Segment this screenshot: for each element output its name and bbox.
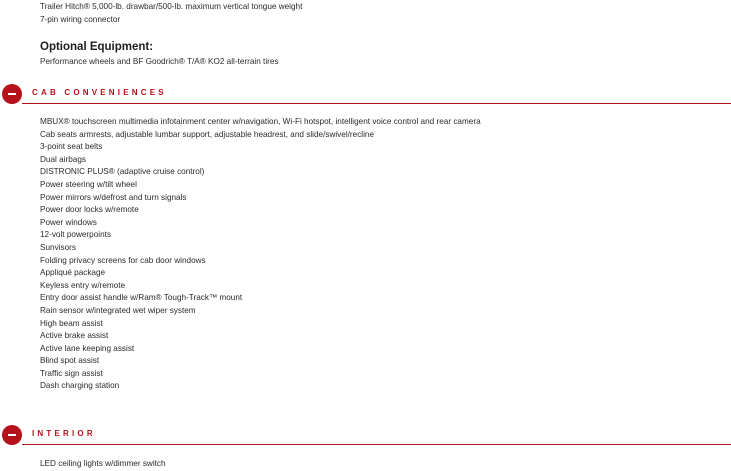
interior-header[interactable] [0,425,731,445]
section-divider [22,444,731,445]
list-item: Sunvisors [40,242,76,252]
list-item: DISTRONIC PLUS® (adaptive cruise control) [40,167,205,177]
list-item: 12-volt powerpoints [40,230,111,240]
list-item: Power mirrors w/defrost and turn signals [40,192,187,202]
list-item: Power steering w/tilt wheel [40,179,137,189]
list-item: Keyless entry w/remote [40,280,126,290]
list-item: Power door locks w/remote [40,205,139,215]
optional-equipment-title: Optional Equipment: [40,41,154,53]
list-item: Active lane keeping assist [40,343,135,353]
minus-circle-icon[interactable] [2,425,22,445]
minus-circle-icon[interactable] [2,84,22,104]
list-item: High beam assist [40,318,103,328]
cab-conveniences-list [40,116,481,393]
towing-hitch-line: Trailer Hitch® 5,000-lb. drawbar/500-lb. maximum vertical tongue weight [40,2,303,11]
list-item: Folding privacy screens for cab door windows [40,255,206,265]
list-item: Active brake assist [40,331,109,341]
list-item: Entry door assist handle w/Ram® Tough-Track™ mount [40,293,243,303]
list-item: Dual airbags [40,154,86,164]
list-item: MBUX® touchscreen multimedia infotainment center w/navigation, Wi-Fi hotspot, intelligent voice control and rear camera [40,117,481,126]
section-title-interior: INTERIOR [32,429,96,438]
towing-connector-line: 7-pin wiring connector [40,15,121,24]
section-title-cab-conveniences: CAB CONVENIENCES [32,88,167,97]
list-item: Rain sensor w/integrated wet wiper system [40,305,196,315]
list-item: Dash charging station [40,381,120,391]
list-item: Cab seats armrests, adjustable lumbar support, adjustable headrest, and slide/swivel/recline [40,129,375,139]
section-divider [22,103,731,104]
cab-conveniences-header[interactable] [0,84,731,104]
list-item: 3-point seat belts [40,142,103,152]
list-item: Blind spot assist [40,356,100,366]
optional-equipment-text: Performance wheels and BF Goodrich® T/A® KO2 all-terrain tires [40,57,279,66]
list-item: LED ceiling lights w/dimmer switch [40,459,166,468]
list-item: Appliqué package [40,268,106,278]
list-item: Power windows [40,217,97,227]
list-item: Traffic sign assist [40,368,103,378]
